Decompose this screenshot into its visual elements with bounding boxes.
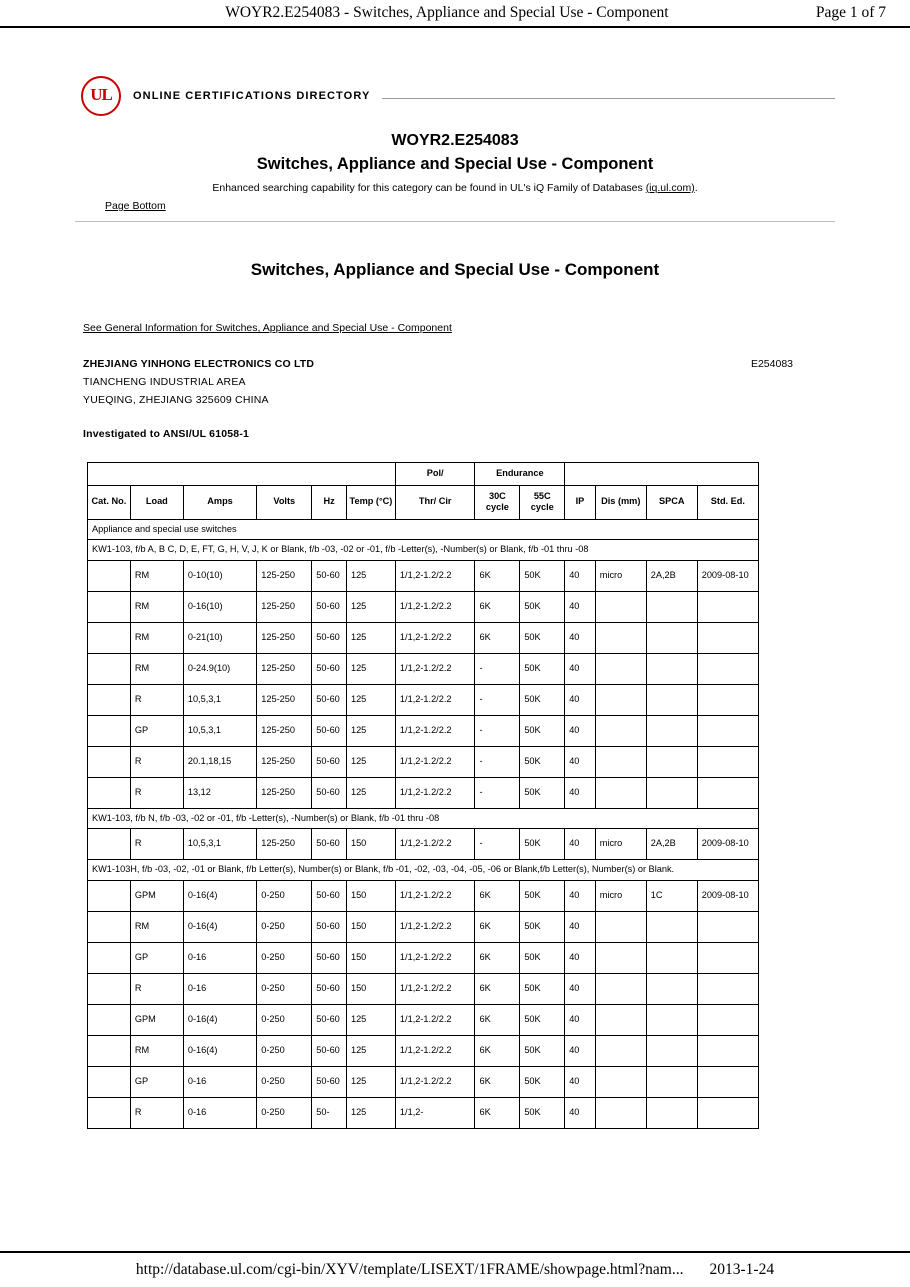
print-footer-url: http://database.ul.com/cgi-bin/XYV/template/LISEXT/1FRAME/showpage.html?nam... [135, 1261, 684, 1278]
cell-std-ed [697, 1004, 758, 1035]
cell-thr-cir: 1/1,2-1.2/2.2 [395, 1004, 475, 1035]
cell-ip: 40 [565, 973, 596, 1004]
cell-dis [595, 1097, 646, 1128]
cell-amps: 0-16 [183, 1066, 256, 1097]
cell-hz: 50-60 [312, 560, 347, 591]
cell-ip: 40 [565, 653, 596, 684]
table-row [88, 746, 759, 777]
table-header [88, 463, 759, 520]
col-hz: Hz [312, 485, 347, 519]
cell-temp: 125 [346, 715, 395, 746]
cell-thr-cir: 1/1,2-1.2/2.2 [395, 622, 475, 653]
cell-std-ed [697, 684, 758, 715]
cell-load: R [130, 829, 183, 860]
cell-hz: 50-60 [312, 715, 347, 746]
cell-load: GP [130, 1066, 183, 1097]
cell-temp: 125 [346, 1004, 395, 1035]
cell-temp: 125 [346, 653, 395, 684]
col-std-ed: Std. Ed. [697, 485, 758, 519]
cell-30c-cycle: 6K [475, 911, 520, 942]
cell-amps: 0-16(10) [183, 591, 256, 622]
cell-30c-cycle: 6K [475, 622, 520, 653]
cell-volts: 125-250 [257, 622, 312, 653]
cell-cat-no [88, 1035, 131, 1066]
cell-thr-cir: 1/1,2-1.2/2.2 [395, 973, 475, 1004]
col-55c-cycle: 55C cycle [520, 485, 565, 519]
col-30c-cycle: 30C cycle [475, 485, 520, 519]
cell-temp: 150 [346, 973, 395, 1004]
cell-cat-no [88, 591, 131, 622]
cell-amps: 0-16 [183, 1097, 256, 1128]
col-volts: Volts [257, 485, 312, 519]
print-footer [0, 1253, 910, 1287]
col-dis: Dis (mm) [595, 485, 646, 519]
cell-temp: 125 [346, 777, 395, 808]
cell-spca [646, 653, 697, 684]
cell-thr-cir: 1/1,2-1.2/2.2 [395, 777, 475, 808]
cell-volts: 125-250 [257, 560, 312, 591]
cell-volts: 0-250 [257, 942, 312, 973]
cell-30c-cycle: - [475, 653, 520, 684]
cell-spca [646, 911, 697, 942]
table-row [88, 560, 759, 591]
cell-ip: 40 [565, 684, 596, 715]
cell-hz: 50-60 [312, 942, 347, 973]
cell-thr-cir: 1/1,2-1.2/2.2 [395, 591, 475, 622]
cell-amps: 10,5,3,1 [183, 715, 256, 746]
table-row [88, 1097, 759, 1128]
company-address-line-2: YUEQING, ZHEJIANG 325609 CHINA [83, 394, 269, 406]
cell-ip: 40 [565, 911, 596, 942]
print-footer-date: 2013-1-24 [709, 1261, 775, 1278]
ul-logo-text: UL [90, 85, 112, 104]
cell-55c-cycle: 50K [520, 880, 565, 911]
document-content [75, 28, 835, 1129]
cell-ip: 40 [565, 746, 596, 777]
cell-55c-cycle: 50K [520, 1035, 565, 1066]
cell-55c-cycle: 50K [520, 653, 565, 684]
cell-volts: 0-250 [257, 880, 312, 911]
cell-spca [646, 1097, 697, 1128]
cell-spca [646, 715, 697, 746]
cell-volts: 125-250 [257, 746, 312, 777]
cell-amps: 10,5,3,1 [183, 829, 256, 860]
cell-volts: 125-250 [257, 715, 312, 746]
cell-thr-cir: 1/1,2-1.2/2.2 [395, 880, 475, 911]
cell-thr-cir: 1/1,2-1.2/2.2 [395, 746, 475, 777]
cell-load: GP [130, 942, 183, 973]
cell-spca [646, 622, 697, 653]
cell-temp: 125 [346, 591, 395, 622]
cell-std-ed [697, 622, 758, 653]
table-row [88, 622, 759, 653]
general-info-link-wrap [83, 322, 835, 334]
cell-cat-no [88, 746, 131, 777]
cell-std-ed [697, 653, 758, 684]
cell-thr-cir: 1/1,2-1.2/2.2 [395, 1035, 475, 1066]
table-row [88, 880, 759, 911]
page-bottom-link-wrap [105, 200, 835, 212]
table-row [88, 591, 759, 622]
cell-dis [595, 911, 646, 942]
group-header-pol: Pol/ [395, 463, 475, 486]
cell-ip: 40 [565, 942, 596, 973]
cell-volts: 0-250 [257, 1035, 312, 1066]
table-group-title: KW1-103, f/b A, B C, D, E, FT, G, H, V, J, K or Blank, f/b -03, -02 or -01, f/b -Letter(s), -Number(s) or Blank, f/b -01 thru -08 [88, 540, 759, 561]
document-page [0, 28, 910, 1251]
cell-std-ed [697, 777, 758, 808]
cell-std-ed [697, 1097, 758, 1128]
group-header-spacer-right [565, 463, 759, 486]
table-row [88, 1066, 759, 1097]
cell-55c-cycle: 50K [520, 746, 565, 777]
cell-cat-no [88, 653, 131, 684]
cell-load: GPM [130, 880, 183, 911]
cell-30c-cycle: 6K [475, 1066, 520, 1097]
cell-temp: 125 [346, 622, 395, 653]
cell-dis [595, 746, 646, 777]
cell-30c-cycle: - [475, 746, 520, 777]
cell-std-ed: 2009-08-10 [697, 829, 758, 860]
table-group-title-row [88, 540, 759, 561]
cell-ip: 40 [565, 560, 596, 591]
cell-amps: 0-10(10) [183, 560, 256, 591]
cell-volts: 125-250 [257, 684, 312, 715]
cell-volts: 0-250 [257, 1097, 312, 1128]
table-group-title: KW1-103, f/b N, f/b -03, -02 or -01, f/b -Letter(s), -Number(s) or Blank, f/b -01 thru -08 [88, 808, 759, 829]
cell-amps: 0-16(4) [183, 880, 256, 911]
cell-temp: 125 [346, 560, 395, 591]
cell-volts: 0-250 [257, 1004, 312, 1035]
cell-55c-cycle: 50K [520, 1066, 565, 1097]
table-group-title-row [88, 860, 759, 881]
cell-load: RM [130, 1035, 183, 1066]
table-group-header-row [88, 463, 759, 486]
cell-load: R [130, 684, 183, 715]
cell-ip: 40 [565, 1004, 596, 1035]
cell-thr-cir: 1/1,2-1.2/2.2 [395, 684, 475, 715]
cell-30c-cycle: 6K [475, 591, 520, 622]
cell-30c-cycle: - [475, 777, 520, 808]
cell-std-ed [697, 591, 758, 622]
cell-std-ed [697, 715, 758, 746]
company-name: ZHEJIANG YINHONG ELECTRONICS CO LTD [83, 358, 315, 370]
company-address-line-1: TIANCHENG INDUSTRIAL AREA [83, 376, 246, 388]
cell-ip: 40 [565, 622, 596, 653]
table-group-title: KW1-103H, f/b -03, -02, -01 or Blank, f/b Letter(s), Number(s) or Blank, f/b -01, -02, -03, -04, -05, -06 or Blank,f/b Letter(s), Number(s) or Blank. [88, 860, 759, 881]
cell-amps: 0-21(10) [183, 622, 256, 653]
cell-hz: 50-60 [312, 622, 347, 653]
cell-30c-cycle: 6K [475, 942, 520, 973]
cell-temp: 125 [346, 1097, 395, 1128]
cell-cat-no [88, 1004, 131, 1035]
cell-amps: 0-16 [183, 942, 256, 973]
enhanced-search-note [75, 182, 835, 194]
page-bottom-link[interactable]: Page Bottom [105, 200, 166, 212]
cell-cat-no [88, 973, 131, 1004]
col-amps: Amps [183, 485, 256, 519]
cell-hz: 50-60 [312, 591, 347, 622]
table-row [88, 1004, 759, 1035]
print-header [0, 0, 910, 26]
table-row [88, 684, 759, 715]
cell-ip: 40 [565, 1035, 596, 1066]
cell-spca [646, 973, 697, 1004]
cell-spca [646, 591, 697, 622]
col-thr-cir: Thr/ Cir [395, 485, 475, 519]
cell-ip: 40 [565, 880, 596, 911]
table-group-title-row [88, 808, 759, 829]
cell-volts: 0-250 [257, 1066, 312, 1097]
cell-ip: 40 [565, 715, 596, 746]
cell-temp: 150 [346, 880, 395, 911]
cell-hz: 50-60 [312, 911, 347, 942]
cell-spca [646, 684, 697, 715]
cell-temp: 125 [346, 1066, 395, 1097]
enhanced-search-text-end: . [694, 182, 698, 194]
group-header-endurance: Endurance [475, 463, 565, 486]
cell-temp: 150 [346, 829, 395, 860]
cell-55c-cycle: 50K [520, 942, 565, 973]
cell-dis: micro [595, 829, 646, 860]
cell-dis [595, 942, 646, 973]
cell-cat-no [88, 829, 131, 860]
cell-ip: 40 [565, 1066, 596, 1097]
cell-dis [595, 622, 646, 653]
cell-volts: 0-250 [257, 911, 312, 942]
cell-thr-cir: 1/1,2-1.2/2.2 [395, 942, 475, 973]
cell-spca [646, 1035, 697, 1066]
cell-30c-cycle: 6K [475, 1035, 520, 1066]
cell-amps: 13,12 [183, 777, 256, 808]
cell-load: GPM [130, 1004, 183, 1035]
online-certifications-directory-label: ONLINE CERTIFICATIONS DIRECTORY [133, 90, 371, 102]
cell-55c-cycle: 50K [520, 622, 565, 653]
cell-30c-cycle: 6K [475, 973, 520, 1004]
table-row [88, 911, 759, 942]
cell-load: RM [130, 653, 183, 684]
cell-30c-cycle: - [475, 829, 520, 860]
cell-spca [646, 1004, 697, 1035]
cell-cat-no [88, 560, 131, 591]
cell-load: RM [130, 622, 183, 653]
cell-temp: 125 [346, 1035, 395, 1066]
cell-amps: 0-16(4) [183, 911, 256, 942]
table-column-header-row [88, 485, 759, 519]
cell-ip: 40 [565, 777, 596, 808]
cell-volts: 0-250 [257, 973, 312, 1004]
table-section-title: Appliance and special use switches [88, 519, 759, 540]
cell-spca: 2A,2B [646, 560, 697, 591]
cell-load: RM [130, 591, 183, 622]
col-ip: IP [565, 485, 596, 519]
cell-thr-cir: 1/1,2-1.2/2.2 [395, 715, 475, 746]
cell-load: RM [130, 911, 183, 942]
table-row [88, 653, 759, 684]
col-load: Load [130, 485, 183, 519]
cell-hz: 50-60 [312, 880, 347, 911]
cell-dis [595, 653, 646, 684]
general-info-link[interactable]: See General Information for Switches, Appliance and Special Use - Component [83, 322, 452, 334]
cell-dis [595, 777, 646, 808]
print-header-title: WOYR2.E254083 - Switches, Appliance and Special Use - Component [225, 4, 669, 21]
cell-cat-no [88, 1066, 131, 1097]
cell-55c-cycle: 50K [520, 1004, 565, 1035]
cell-dis: micro [595, 560, 646, 591]
table-row [88, 942, 759, 973]
cell-cat-no [88, 622, 131, 653]
iq-family-link[interactable]: (iq.ul.com) [645, 182, 695, 194]
section-divider [75, 221, 835, 222]
cell-55c-cycle: 50K [520, 911, 565, 942]
cell-hz: 50-60 [312, 1004, 347, 1035]
cell-dis [595, 684, 646, 715]
cell-dis [595, 1004, 646, 1035]
cell-55c-cycle: 50K [520, 777, 565, 808]
cell-std-ed: 2009-08-10 [697, 560, 758, 591]
cell-55c-cycle: 50K [520, 591, 565, 622]
cell-55c-cycle: 50K [520, 829, 565, 860]
col-cat-no: Cat. No. [88, 485, 131, 519]
cell-temp: 150 [346, 911, 395, 942]
table-body [88, 519, 759, 1128]
cell-30c-cycle: 6K [475, 1097, 520, 1128]
cell-hz: 50-60 [312, 1066, 347, 1097]
cell-55c-cycle: 50K [520, 1097, 565, 1128]
table-row [88, 829, 759, 860]
cell-thr-cir: 1/1,2-1.2/2.2 [395, 911, 475, 942]
cell-dis [595, 973, 646, 1004]
cell-cat-no [88, 911, 131, 942]
cell-spca [646, 746, 697, 777]
col-spca: SPCA [646, 485, 697, 519]
cell-spca [646, 942, 697, 973]
company-file-number: E254083 [750, 358, 793, 370]
cell-thr-cir: 1/1,2-1.2/2.2 [395, 653, 475, 684]
table-row [88, 1035, 759, 1066]
branding-divider [382, 98, 835, 99]
cell-volts: 125-250 [257, 829, 312, 860]
cell-dis [595, 1066, 646, 1097]
cell-cat-no [88, 684, 131, 715]
cell-spca: 1C [646, 880, 697, 911]
cell-std-ed: 2009-08-10 [697, 880, 758, 911]
cell-55c-cycle: 50K [520, 684, 565, 715]
cell-load: R [130, 1097, 183, 1128]
company-block [83, 358, 835, 406]
cell-hz: 50-60 [312, 777, 347, 808]
cell-temp: 150 [346, 942, 395, 973]
cell-hz: 50-60 [312, 653, 347, 684]
cell-30c-cycle: 6K [475, 880, 520, 911]
cell-55c-cycle: 50K [520, 715, 565, 746]
cell-load: R [130, 746, 183, 777]
cell-thr-cir: 1/1,2- [395, 1097, 475, 1128]
table-section-title-row [88, 519, 759, 540]
cell-55c-cycle: 50K [520, 560, 565, 591]
cell-dis [595, 1035, 646, 1066]
cell-dis [595, 715, 646, 746]
cell-std-ed [697, 973, 758, 1004]
cell-dis: micro [595, 880, 646, 911]
cell-hz: 50-60 [312, 684, 347, 715]
cell-ip: 40 [565, 1097, 596, 1128]
cell-std-ed [697, 746, 758, 777]
cell-std-ed [697, 1035, 758, 1066]
cell-dis [595, 591, 646, 622]
document-title: Switches, Appliance and Special Use - Component [256, 155, 654, 173]
cell-cat-no [88, 1097, 131, 1128]
cell-30c-cycle: - [475, 715, 520, 746]
cell-volts: 125-250 [257, 777, 312, 808]
cell-30c-cycle: 6K [475, 1004, 520, 1035]
cell-spca [646, 777, 697, 808]
cell-std-ed [697, 942, 758, 973]
cell-spca: 2A,2B [646, 829, 697, 860]
table-row [88, 715, 759, 746]
cell-std-ed [697, 911, 758, 942]
cell-hz: 50-60 [312, 829, 347, 860]
cell-ip: 40 [565, 829, 596, 860]
group-header-spacer [88, 463, 396, 486]
ul-branding-bar [81, 76, 835, 116]
cell-cat-no [88, 715, 131, 746]
cell-hz: 50-60 [312, 973, 347, 1004]
document-file-id: WOYR2.E254083 [391, 132, 519, 149]
cell-temp: 125 [346, 684, 395, 715]
cell-30c-cycle: - [475, 684, 520, 715]
cell-std-ed [697, 1066, 758, 1097]
cell-ip: 40 [565, 591, 596, 622]
cell-hz: 50-60 [312, 746, 347, 777]
cell-load: R [130, 777, 183, 808]
table-row [88, 777, 759, 808]
cell-amps: 10,5,3,1 [183, 684, 256, 715]
cell-55c-cycle: 50K [520, 973, 565, 1004]
cell-cat-no [88, 942, 131, 973]
col-temp: Temp (°C) [346, 485, 395, 519]
cell-thr-cir: 1/1,2-1.2/2.2 [395, 560, 475, 591]
cell-cat-no [88, 880, 131, 911]
cell-load: R [130, 973, 183, 1004]
cell-load: GP [130, 715, 183, 746]
cell-hz: 50- [312, 1097, 347, 1128]
cell-amps: 0-16 [183, 973, 256, 1004]
cell-amps: 0-16(4) [183, 1035, 256, 1066]
cell-temp: 125 [346, 746, 395, 777]
cell-volts: 125-250 [257, 653, 312, 684]
ul-logo-icon [81, 76, 121, 116]
cell-amps: 0-16(4) [183, 1004, 256, 1035]
cell-30c-cycle: 6K [475, 560, 520, 591]
table-row [88, 973, 759, 1004]
cell-thr-cir: 1/1,2-1.2/2.2 [395, 1066, 475, 1097]
cell-spca [646, 1066, 697, 1097]
specifications-table [87, 462, 759, 1129]
cell-hz: 50-60 [312, 1035, 347, 1066]
cell-amps: 20.1,18,15 [183, 746, 256, 777]
enhanced-search-text: Enhanced searching capability for this category can be found in UL's iQ Family of Databases [212, 182, 646, 194]
investigated-standard: Investigated to ANSI/UL 61058-1 [83, 428, 250, 440]
cell-amps: 0-24.9(10) [183, 653, 256, 684]
cell-load: RM [130, 560, 183, 591]
section-title: Switches, Appliance and Special Use - Component [250, 260, 660, 279]
cell-volts: 125-250 [257, 591, 312, 622]
cell-cat-no [88, 777, 131, 808]
cell-thr-cir: 1/1,2-1.2/2.2 [395, 829, 475, 860]
print-header-page: Page 1 of 7 [815, 4, 886, 21]
